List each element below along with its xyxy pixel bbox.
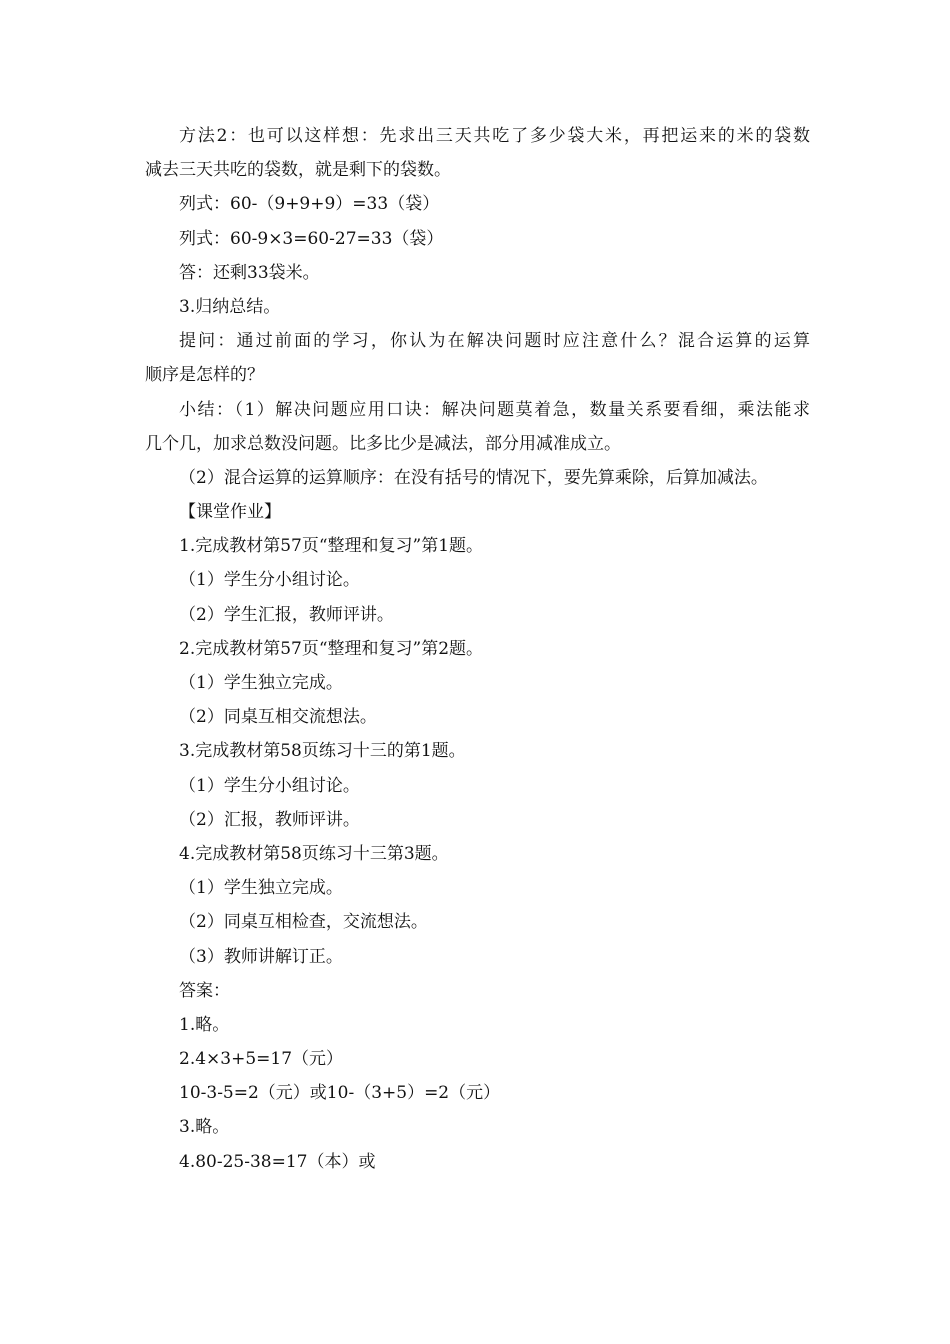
- list-item: （1）学生分小组讨论。: [179, 570, 360, 591]
- list-item: （2）汇报，教师评讲。: [179, 809, 360, 830]
- list-item: 1.完成教材第57页“整理和复习”第1题。: [179, 536, 484, 557]
- paragraph-line: 答：还剩33袋米。: [179, 262, 320, 283]
- answer-line: 1.略。: [179, 1014, 230, 1035]
- paragraph-line: 列式：60-9×3=60-27=33（袋）: [179, 228, 444, 249]
- section-heading: 【课堂作业】: [179, 502, 281, 523]
- answer-line: 10-3-5=2（元）或10-（3+5）=2（元）: [179, 1083, 501, 1104]
- list-item: （2）同桌互相交流想法。: [179, 707, 377, 728]
- paragraph-line: （2）混合运算的运算顺序：在没有括号的情况下，要先算乘除，后算加减法。: [179, 467, 768, 488]
- list-item: （2）学生汇报，教师评讲。: [179, 604, 394, 625]
- list-item: （3）教师讲解订正。: [179, 946, 343, 967]
- document-body: [145, 119, 810, 1179]
- list-item: （1）学生独立完成。: [179, 878, 343, 899]
- paragraph-line: 方法2：也可以这样想：先求出三天共吃了多少袋大米，再把运来的米的袋数: [179, 126, 810, 146]
- paragraph-line: 提问：通过前面的学习，你认为在解决问题时应注意什么？混合运算的运算: [179, 331, 810, 352]
- paragraph-line: 几个几，加求总数没问题。比多比少是减法，部分用减准成立。: [145, 433, 621, 454]
- answer-line: 3.略。: [179, 1117, 230, 1138]
- list-item: （1）学生独立完成。: [179, 673, 343, 693]
- list-item: 2.完成教材第57页“整理和复习”第2题。: [179, 638, 484, 659]
- section-heading: 3.归纳总结。: [179, 296, 281, 317]
- paragraph-line: 列式：60-（9+9+9）=33（袋）: [179, 194, 440, 215]
- answer-line: 2.4×3+5=17（元）: [179, 1049, 344, 1070]
- paragraph-line: 小结：（1）解决问题应用口诀：解决问题莫着急，数量关系要看细，乘法能求: [179, 399, 810, 420]
- section-heading: 答案：: [179, 980, 230, 1001]
- paragraph-line: 减去三天共吃的袋数，就是剩下的袋数。: [145, 160, 451, 181]
- answer-line: 4.80-25-38=17（本）或: [179, 1151, 376, 1172]
- list-item: （1）学生分小组讨论。: [179, 775, 360, 796]
- list-item: 3.完成教材第58页练习十三的第1题。: [179, 741, 466, 762]
- list-item: 4.完成教材第58页练习十三第3题。: [179, 843, 449, 864]
- paragraph-line: 顺序是怎样的？: [145, 365, 264, 386]
- list-item: （2）同桌互相检查，交流想法。: [179, 912, 428, 933]
